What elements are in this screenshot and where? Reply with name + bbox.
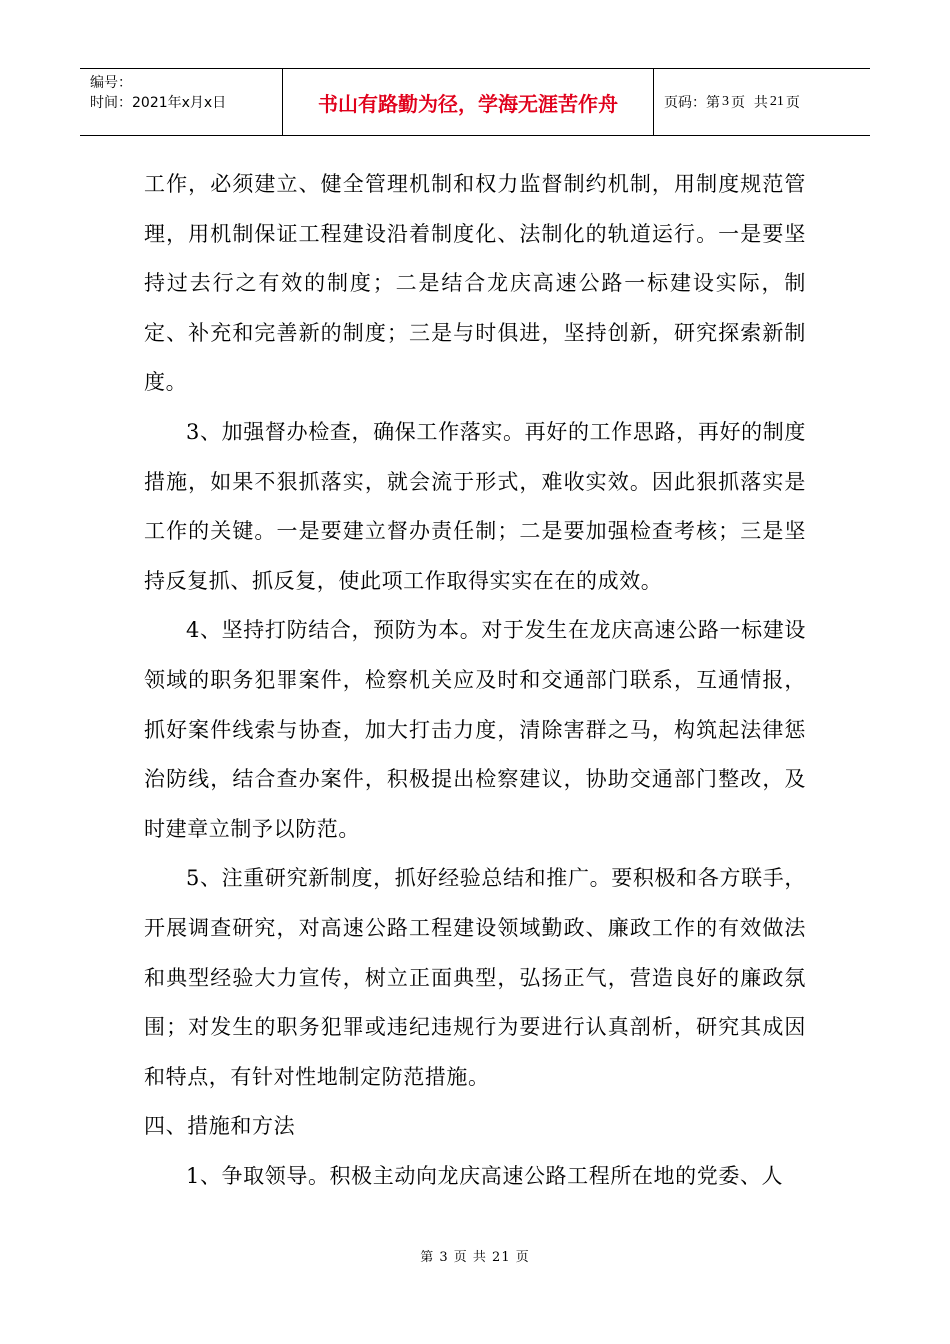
header-meta	[80, 69, 282, 135]
header-motto: 书山有路勤为径，学海无涯苦作舟	[282, 69, 654, 135]
document-body	[144, 160, 806, 1201]
page-current: 3	[722, 94, 729, 109]
paragraph-2: 3、加强督办检查，确保工作落实。再好的工作思路，再好的制度措施，如果不狠抓落实，就会流于形式，难收实效。因此狠抓落实是工作的关键。一是要建立督办责任制；二是要加强检查考核；三是坚持反复抓、抓反复，使此项工作取得实实在在的成效。	[144, 419, 806, 593]
page-total: 21	[769, 94, 784, 109]
page-mid: 页 共	[731, 95, 768, 111]
paragraph-4: 5、注重研究新制度，抓好经验总结和推广。要积极和各方联手，开展调查研究，对高速公路工程建设领域勤政、廉政工作的有效做法和典型经验大力宣传，树立正面典型，弘扬正气，营造良好的廉政氛围；对发生的职务犯罪或违纪违规行为要进行认真剖析，研究其成因和特点，有针对性地制定防范措施。	[144, 866, 806, 1089]
number-label: 编号：	[90, 75, 132, 91]
paragraph-5: 1、争取领导。积极主动向龙庆高速公路工程所在地的党委、人	[186, 1163, 784, 1188]
section-heading: 四、措施和方法	[144, 1114, 296, 1139]
page-footer: 第 3 页 共 21 页	[420, 1250, 530, 1265]
header-page-info	[654, 69, 870, 135]
page-suffix: 页	[785, 95, 800, 111]
paragraph-3: 4、坚持打防结合，预防为本。对于发生在龙庆高速公路一标建设领域的职务犯罪案件，检察机关应及时和交通部门联系，互通情报，抓好案件线索与协查，加大打击力度，清除害群之马，构筑起法律惩治防线，结合查办案件，积极提出检察建议，协助交通部门整改，及时建章立制予以防范。	[144, 618, 806, 841]
page-header	[80, 68, 870, 136]
paragraph-1: 工作，必须建立、健全管理机制和权力监督制约机制，用制度规范管理，用机制保证工程建设沿着制度化、法制化的轨道运行。一是要坚持过去行之有效的制度；二是结合龙庆高速公路一标建设实际，制定、补充和完善新的制度；三是与时俱进，坚持创新，研究探索新制度。	[144, 172, 806, 395]
time-label: 时间：2021年x月x日	[90, 95, 227, 111]
page-prefix: 页码：第	[664, 95, 720, 111]
